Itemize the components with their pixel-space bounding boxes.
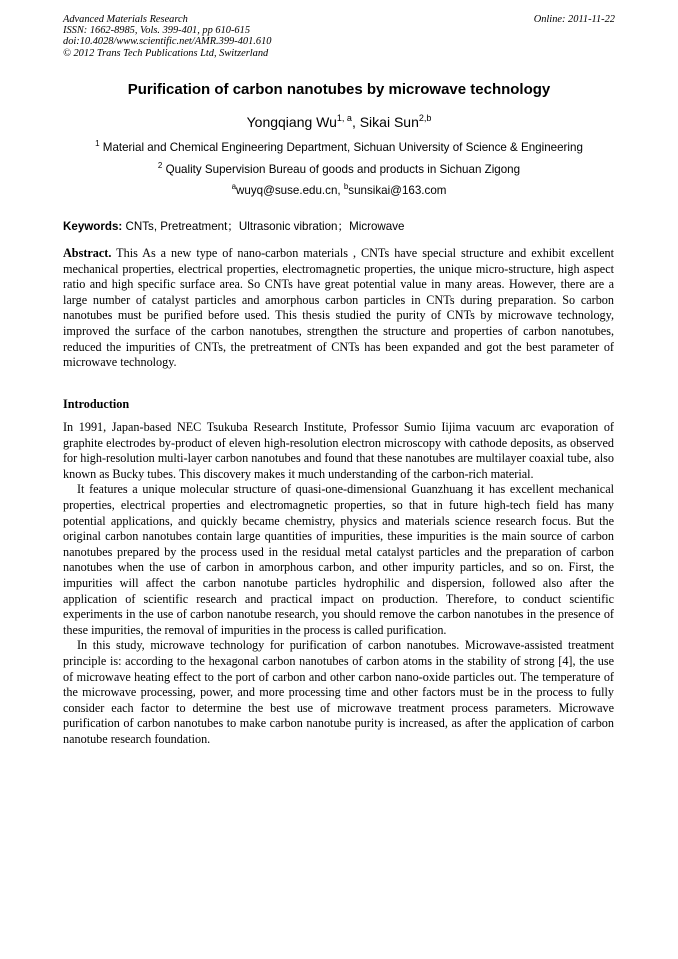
- keywords-label: Keywords:: [63, 220, 123, 233]
- author-name: Sikai Sun: [359, 114, 419, 130]
- keywords-text: CNTs, Pretreatment；Ultrasonic vibration；Microwave: [125, 220, 405, 233]
- introduction-body: [63, 420, 614, 747]
- author-superscript: 2,b: [418, 113, 432, 123]
- doi-line: doi:10.4028/www.scientific.net/AMR.399-401.610: [63, 36, 272, 48]
- section-heading: Introduction: [63, 397, 130, 411]
- email-superscript: a: [231, 182, 237, 191]
- author-name: Yongqiang Wu: [246, 114, 337, 130]
- author-superscript: 1, a: [336, 113, 352, 123]
- email-line: $^a$wuyq@suse.edu.cn, $^b$sunsikai@163.com: [231, 182, 447, 197]
- abstract-label: Abstract.: [63, 246, 112, 260]
- paragraph: In 1991, Japan-based NEC Tsukuba Research Institute, Professor Sumio Iijima vacuum arc evaporation of graphite electrodes by-product of eleven high-resolution electron microscopy with cathode deposits, as observed for high-resolution multi-layer carbon nanotubes and found that these nanotubes are multilayer coaxial tube, also known as Bucky tubes. This discovery makes it much understanding of the carbon-rich material.: [63, 420, 614, 481]
- affiliation-2: [0, 161, 678, 176]
- paragraph: In this study, microwave technology for purification of carbon nanotubes. Microwave-assisted treatment principle is: according to the hexagonal carbon nanotubes of carbon atoms in the stability of strong [4], the use of microwave heating effect to the port of carbon and other carbon nano-oxide particles out. The temperature of the microwave processing, power, and more processing time and other factors must be in the process to fully consider each factor to determine the best use of microwave treatment process parameters. Microwave purification of carbon nanotubes to make carbon nanotube purity is increased, as after the application of carbon nanotube research foundation.: [63, 638, 614, 746]
- email-address[interactable]: wuyq@suse.edu.cn: [236, 184, 338, 197]
- author-line: Yongqiang Wu$^{1, a}$, Sikai Sun$^{2,b}$: [246, 113, 432, 130]
- journal-name: Advanced Materials Research: [63, 14, 188, 25]
- paragraph: It features a unique molecular structure of quasi-one-dimensional Guanzhuang it has excellent mechanical properties, electrical properties and electromagnetic properties, so that in future high-tech field has many potential applications, and quickly became chemistry, physics and materials science research focus. But the original carbon nanotubes contain large quantities of impurities, these impurities is the main source of carbon nanotubes prepared by the process used in the residual metal catalyst particles and the preparation of carbon nanotubes when the use of carbon in amorphous carbon, and other impurity particles, and so on. First, the impurities will affect the carbon nanotube particles hydrophilic and dispersion, followed also after the application of scientific research and practical impact on production. Therefore, to conduct scientific experiments in the use of carbon nanotube research, you should remove the carbon nanotubes in the presence of these impurities, the removal of impurities in the process is called purification.: [63, 482, 614, 637]
- journal-header: [63, 14, 271, 59]
- keywords-line: [63, 218, 405, 234]
- email-superscript: b: [343, 182, 349, 191]
- online-date: Online: 2011-11-22: [533, 14, 615, 25]
- affiliation-text: Quality Supervision Bureau of goods and products in Sichuan Zigong: [165, 163, 521, 176]
- abstract: [63, 246, 614, 371]
- abstract-text: This As a new type of nano-carbon materials , CNTs have special structure and exhibit excellent mechanical properties, electrical properties, electromagnetic properties, the unique micro-structure, high aspect ratio and high specific surface area. So CNTs have great potential value in many areas. However, there are a large number of catalyst particles and amorphous carbon particles in CNTs during preparation. So carbon nanotubes must be purified before used. This thesis studied the purity of CNTs by microwave technology, improved the surface of the carbon nanotubes, strengthen the structure and properties of carbon nanotubes, reduced the impurities of CNTs, the pretreatment of CNTs has been expanded and got the best parameter of microwave technology.: [63, 246, 615, 370]
- affiliation-text: Material and Chemical Engineering Department, Sichuan University of Science & Engineering: [102, 141, 583, 154]
- paper-title: Purification of carbon nanotubes by microwave technology: [127, 81, 551, 98]
- email-address[interactable]: sunsikai@163.com: [348, 184, 447, 197]
- affiliation-1: [0, 139, 678, 154]
- affiliation-superscript: 1: [95, 139, 100, 148]
- copyright-line: © 2012 Trans Tech Publications Ltd, Switzerland: [63, 47, 269, 59]
- issn-line: ISSN: 1662-8985, Vols. 399-401, pp 610-615: [63, 25, 251, 37]
- affiliation-superscript: 2: [157, 161, 163, 170]
